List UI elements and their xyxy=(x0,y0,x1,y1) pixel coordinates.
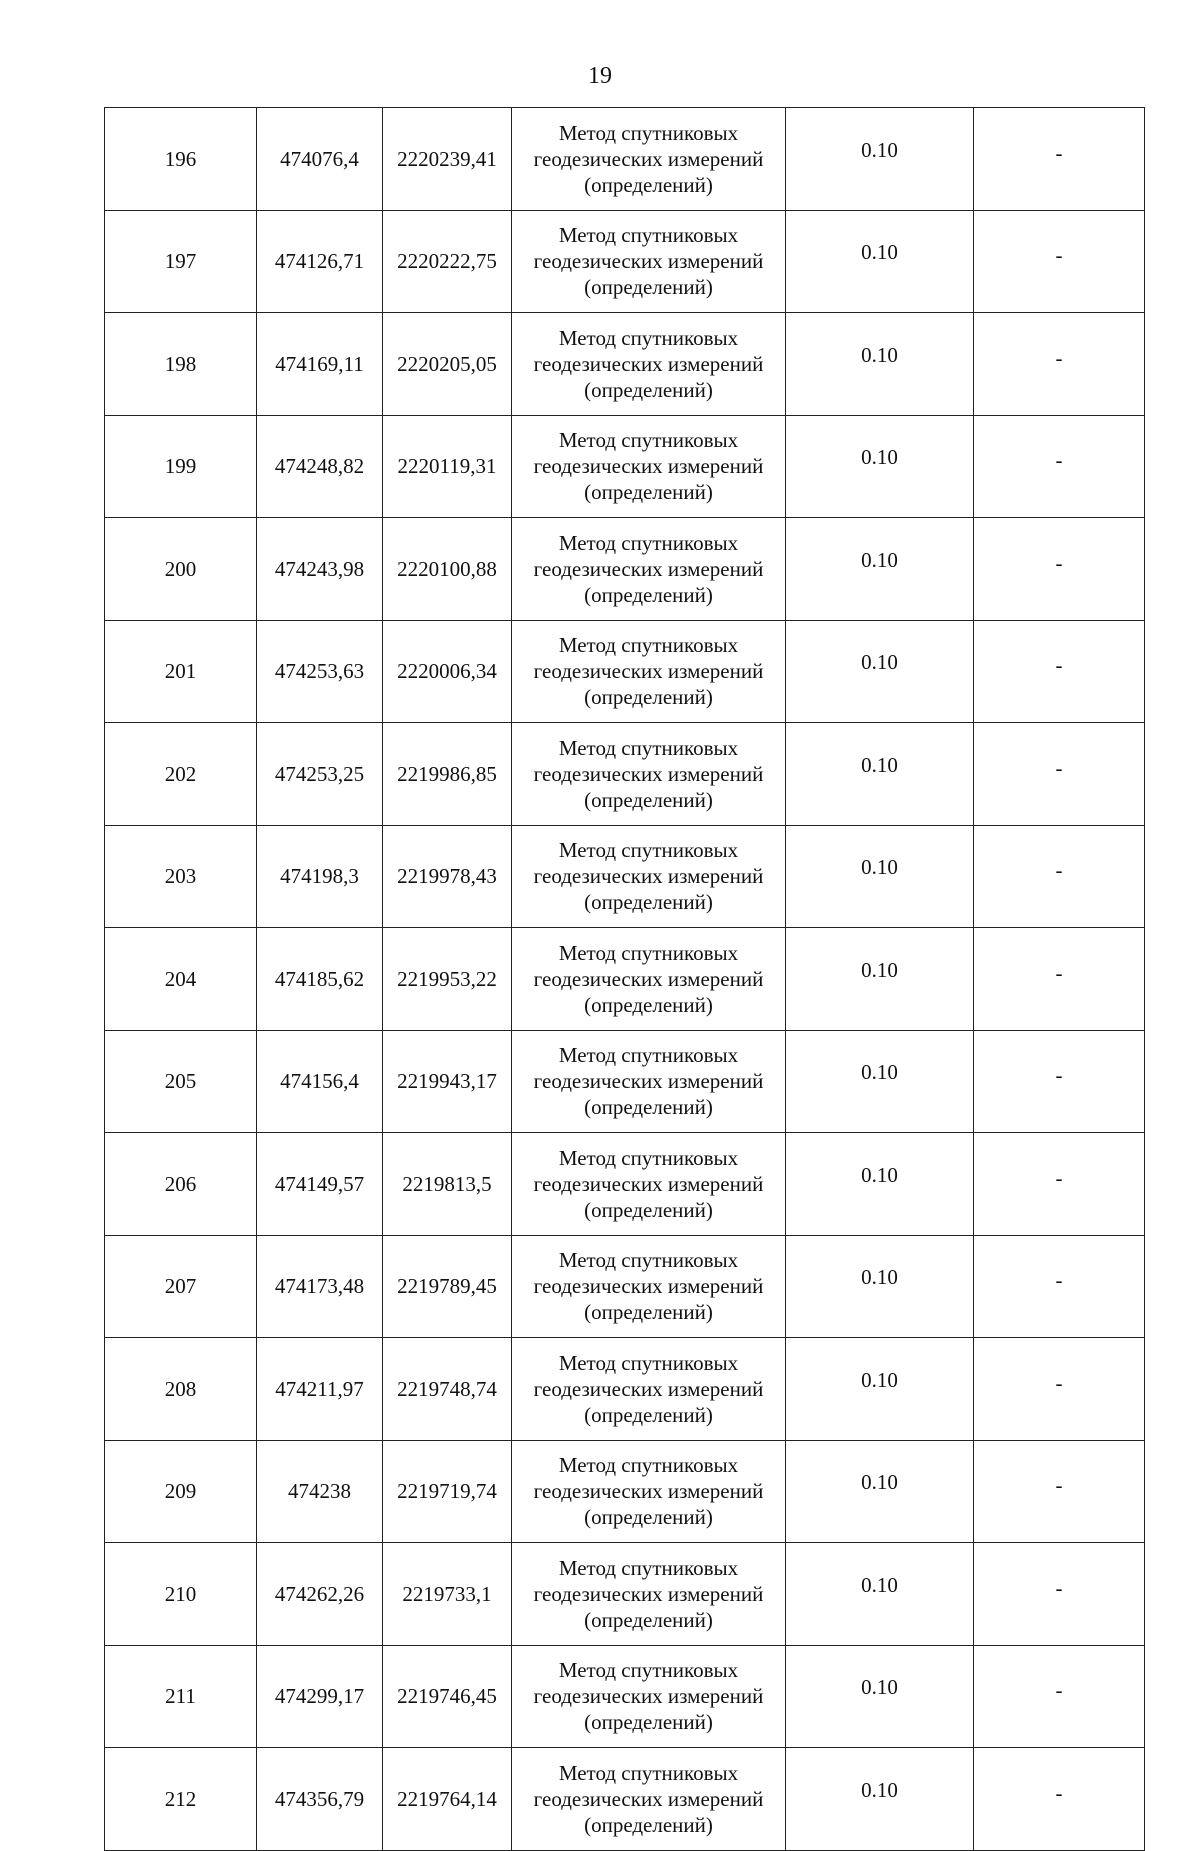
accuracy-cell: 0.10 xyxy=(786,210,974,313)
accuracy-cell: 0.10 xyxy=(786,313,974,416)
accuracy-cell: 0.10 xyxy=(786,108,974,211)
point-number-cell: 208 xyxy=(105,1338,257,1441)
method-line-1: Метод спутниковых xyxy=(558,1145,739,1170)
y-coordinate-cell: 2220205,05 xyxy=(383,313,512,416)
point-number-cell: 200 xyxy=(105,518,257,621)
point-number-cell: 211 xyxy=(105,1645,257,1748)
method-line-3: (определений) xyxy=(584,890,713,915)
note-cell: - xyxy=(974,1338,1145,1441)
method-line-1: Метод спутниковых xyxy=(558,530,739,555)
method-line-3: (определений) xyxy=(584,992,713,1017)
x-coordinate-cell: 474149,57 xyxy=(257,1133,383,1236)
x-coordinate-cell: 474185,62 xyxy=(257,928,383,1031)
method-cell xyxy=(512,1030,786,1133)
y-coordinate-cell: 2219746,45 xyxy=(383,1645,512,1748)
y-coordinate-cell: 2219789,45 xyxy=(383,1235,512,1338)
method-line-1: Метод спутниковых xyxy=(558,735,739,760)
method-line-3: (определений) xyxy=(584,1607,713,1632)
note-cell: - xyxy=(974,1133,1145,1236)
point-number-cell: 205 xyxy=(105,1030,257,1133)
note-cell: - xyxy=(974,620,1145,723)
method-cell xyxy=(512,313,786,416)
method-line-2: геодезических измерений xyxy=(533,659,764,684)
point-number-cell: 199 xyxy=(105,415,257,518)
method-line-3: (определений) xyxy=(584,787,713,812)
y-coordinate-cell: 2219764,14 xyxy=(383,1748,512,1851)
table-row xyxy=(105,1338,1145,1441)
method-line-1: Метод спутниковых xyxy=(558,1760,739,1785)
accuracy-cell: 0.10 xyxy=(786,1543,974,1646)
method-line-3: (определений) xyxy=(584,377,713,402)
method-line-1: Метод спутниковых xyxy=(558,1555,739,1580)
accuracy-cell: 0.10 xyxy=(786,825,974,928)
accuracy-cell: 0.10 xyxy=(786,723,974,826)
table-row xyxy=(105,108,1145,211)
table-row xyxy=(105,1543,1145,1646)
point-number-cell: 202 xyxy=(105,723,257,826)
method-cell xyxy=(512,1133,786,1236)
method-cell xyxy=(512,415,786,518)
method-line-2: геодезических измерений xyxy=(533,1171,764,1196)
note-cell: - xyxy=(974,313,1145,416)
method-line-2: геодезических измерений xyxy=(533,966,764,991)
method-line-3: (определений) xyxy=(584,480,713,505)
table-row xyxy=(105,723,1145,826)
accuracy-cell: 0.10 xyxy=(786,1338,974,1441)
accuracy-cell: 0.10 xyxy=(786,1440,974,1543)
accuracy-cell: 0.10 xyxy=(786,518,974,621)
x-coordinate-cell: 474299,17 xyxy=(257,1645,383,1748)
method-cell xyxy=(512,518,786,621)
table-row xyxy=(105,928,1145,1031)
table-row xyxy=(105,210,1145,313)
y-coordinate-cell: 2220239,41 xyxy=(383,108,512,211)
method-line-2: геодезических измерений xyxy=(533,1581,764,1606)
method-line-2: геодезических измерений xyxy=(533,761,764,786)
method-line-1: Метод спутниковых xyxy=(558,838,739,863)
accuracy-cell: 0.10 xyxy=(786,1030,974,1133)
method-line-3: (определений) xyxy=(584,1197,713,1222)
x-coordinate-cell: 474262,26 xyxy=(257,1543,383,1646)
x-coordinate-cell: 474076,4 xyxy=(257,108,383,211)
note-cell: - xyxy=(974,1543,1145,1646)
y-coordinate-cell: 2220119,31 xyxy=(383,415,512,518)
accuracy-cell: 0.10 xyxy=(786,928,974,1031)
method-line-1: Метод спутниковых xyxy=(558,633,739,658)
method-line-3: (определений) xyxy=(584,1505,713,1530)
method-line-1: Метод спутниковых xyxy=(558,1658,739,1683)
x-coordinate-cell: 474253,63 xyxy=(257,620,383,723)
method-cell xyxy=(512,620,786,723)
method-line-2: геодезических измерений xyxy=(533,1786,764,1811)
y-coordinate-cell: 2219733,1 xyxy=(383,1543,512,1646)
note-cell: - xyxy=(974,1235,1145,1338)
accuracy-cell: 0.10 xyxy=(786,620,974,723)
point-number-cell: 196 xyxy=(105,108,257,211)
point-number-cell: 204 xyxy=(105,928,257,1031)
method-line-2: геодезических измерений xyxy=(533,864,764,889)
y-coordinate-cell: 2220006,34 xyxy=(383,620,512,723)
accuracy-cell: 0.10 xyxy=(786,1645,974,1748)
note-cell: - xyxy=(974,1645,1145,1748)
method-line-1: Метод спутниковых xyxy=(558,1043,739,1068)
y-coordinate-cell: 2219719,74 xyxy=(383,1440,512,1543)
point-number-cell: 198 xyxy=(105,313,257,416)
method-cell xyxy=(512,825,786,928)
method-cell xyxy=(512,1440,786,1543)
method-line-1: Метод спутниковых xyxy=(558,428,739,453)
note-cell: - xyxy=(974,1030,1145,1133)
method-cell xyxy=(512,928,786,1031)
accuracy-cell: 0.10 xyxy=(786,1235,974,1338)
method-line-3: (определений) xyxy=(584,1095,713,1120)
method-line-3: (определений) xyxy=(584,1710,713,1735)
point-number-cell: 210 xyxy=(105,1543,257,1646)
table-row xyxy=(105,518,1145,621)
y-coordinate-cell: 2219986,85 xyxy=(383,723,512,826)
method-line-2: геодезических измерений xyxy=(533,249,764,274)
method-line-1: Метод спутниковых xyxy=(558,120,739,145)
method-line-1: Метод спутниковых xyxy=(558,940,739,965)
note-cell: - xyxy=(974,1748,1145,1851)
accuracy-cell: 0.10 xyxy=(786,415,974,518)
x-coordinate-cell: 474126,71 xyxy=(257,210,383,313)
point-number-cell: 209 xyxy=(105,1440,257,1543)
y-coordinate-cell: 2219953,22 xyxy=(383,928,512,1031)
note-cell: - xyxy=(974,825,1145,928)
y-coordinate-cell: 2219813,5 xyxy=(383,1133,512,1236)
x-coordinate-cell: 474356,79 xyxy=(257,1748,383,1851)
note-cell: - xyxy=(974,518,1145,621)
x-coordinate-cell: 474173,48 xyxy=(257,1235,383,1338)
method-line-2: геодезических измерений xyxy=(533,1376,764,1401)
method-line-2: геодезических измерений xyxy=(533,556,764,581)
method-line-1: Метод спутниковых xyxy=(558,1350,739,1375)
x-coordinate-cell: 474253,25 xyxy=(257,723,383,826)
table-row xyxy=(105,1235,1145,1338)
method-line-2: геодезических измерений xyxy=(533,1684,764,1709)
table-row xyxy=(105,1030,1145,1133)
table-row xyxy=(105,1748,1145,1851)
accuracy-cell: 0.10 xyxy=(786,1748,974,1851)
x-coordinate-cell: 474211,97 xyxy=(257,1338,383,1441)
method-cell xyxy=(512,1543,786,1646)
method-line-2: геодезических измерений xyxy=(533,454,764,479)
method-line-1: Метод спутниковых xyxy=(558,223,739,248)
method-line-3: (определений) xyxy=(584,1300,713,1325)
y-coordinate-cell: 2219943,17 xyxy=(383,1030,512,1133)
table-row xyxy=(105,1645,1145,1748)
point-number-cell: 212 xyxy=(105,1748,257,1851)
method-cell xyxy=(512,1748,786,1851)
method-cell xyxy=(512,1338,786,1441)
method-line-1: Метод спутниковых xyxy=(558,1453,739,1478)
point-number-cell: 203 xyxy=(105,825,257,928)
y-coordinate-cell: 2219978,43 xyxy=(383,825,512,928)
method-line-2: геодезических измерений xyxy=(533,1274,764,1299)
method-line-3: (определений) xyxy=(584,1402,713,1427)
table-row xyxy=(105,825,1145,928)
x-coordinate-cell: 474169,11 xyxy=(257,313,383,416)
x-coordinate-cell: 474238 xyxy=(257,1440,383,1543)
method-line-2: геодезических измерений xyxy=(533,1479,764,1504)
table-row xyxy=(105,1440,1145,1543)
method-cell xyxy=(512,108,786,211)
x-coordinate-cell: 474198,3 xyxy=(257,825,383,928)
method-line-3: (определений) xyxy=(584,275,713,300)
method-line-2: геодезических измерений xyxy=(533,146,764,171)
table-row xyxy=(105,620,1145,723)
coordinates-table xyxy=(104,107,1145,1851)
point-number-cell: 197 xyxy=(105,210,257,313)
table-row xyxy=(105,313,1145,416)
x-coordinate-cell: 474156,4 xyxy=(257,1030,383,1133)
note-cell: - xyxy=(974,108,1145,211)
method-cell xyxy=(512,1645,786,1748)
point-number-cell: 207 xyxy=(105,1235,257,1338)
method-line-3: (определений) xyxy=(584,172,713,197)
table-row xyxy=(105,415,1145,518)
table-body xyxy=(105,108,1145,1851)
method-cell xyxy=(512,210,786,313)
method-line-1: Метод спутниковых xyxy=(558,1248,739,1273)
note-cell: - xyxy=(974,723,1145,826)
x-coordinate-cell: 474243,98 xyxy=(257,518,383,621)
method-line-3: (определений) xyxy=(584,1812,713,1837)
point-number-cell: 201 xyxy=(105,620,257,723)
note-cell: - xyxy=(974,415,1145,518)
y-coordinate-cell: 2220222,75 xyxy=(383,210,512,313)
method-cell xyxy=(512,1235,786,1338)
y-coordinate-cell: 2219748,74 xyxy=(383,1338,512,1441)
method-line-2: геодезических измерений xyxy=(533,351,764,376)
note-cell: - xyxy=(974,1440,1145,1543)
note-cell: - xyxy=(974,210,1145,313)
x-coordinate-cell: 474248,82 xyxy=(257,415,383,518)
accuracy-cell: 0.10 xyxy=(786,1133,974,1236)
method-cell xyxy=(512,723,786,826)
method-line-1: Метод спутниковых xyxy=(558,325,739,350)
method-line-3: (определений) xyxy=(584,685,713,710)
y-coordinate-cell: 2220100,88 xyxy=(383,518,512,621)
page-number: 19 xyxy=(588,63,612,89)
table-row xyxy=(105,1133,1145,1236)
note-cell: - xyxy=(974,928,1145,1031)
point-number-cell: 206 xyxy=(105,1133,257,1236)
method-line-2: геодезических измерений xyxy=(533,1069,764,1094)
method-line-3: (определений) xyxy=(584,582,713,607)
